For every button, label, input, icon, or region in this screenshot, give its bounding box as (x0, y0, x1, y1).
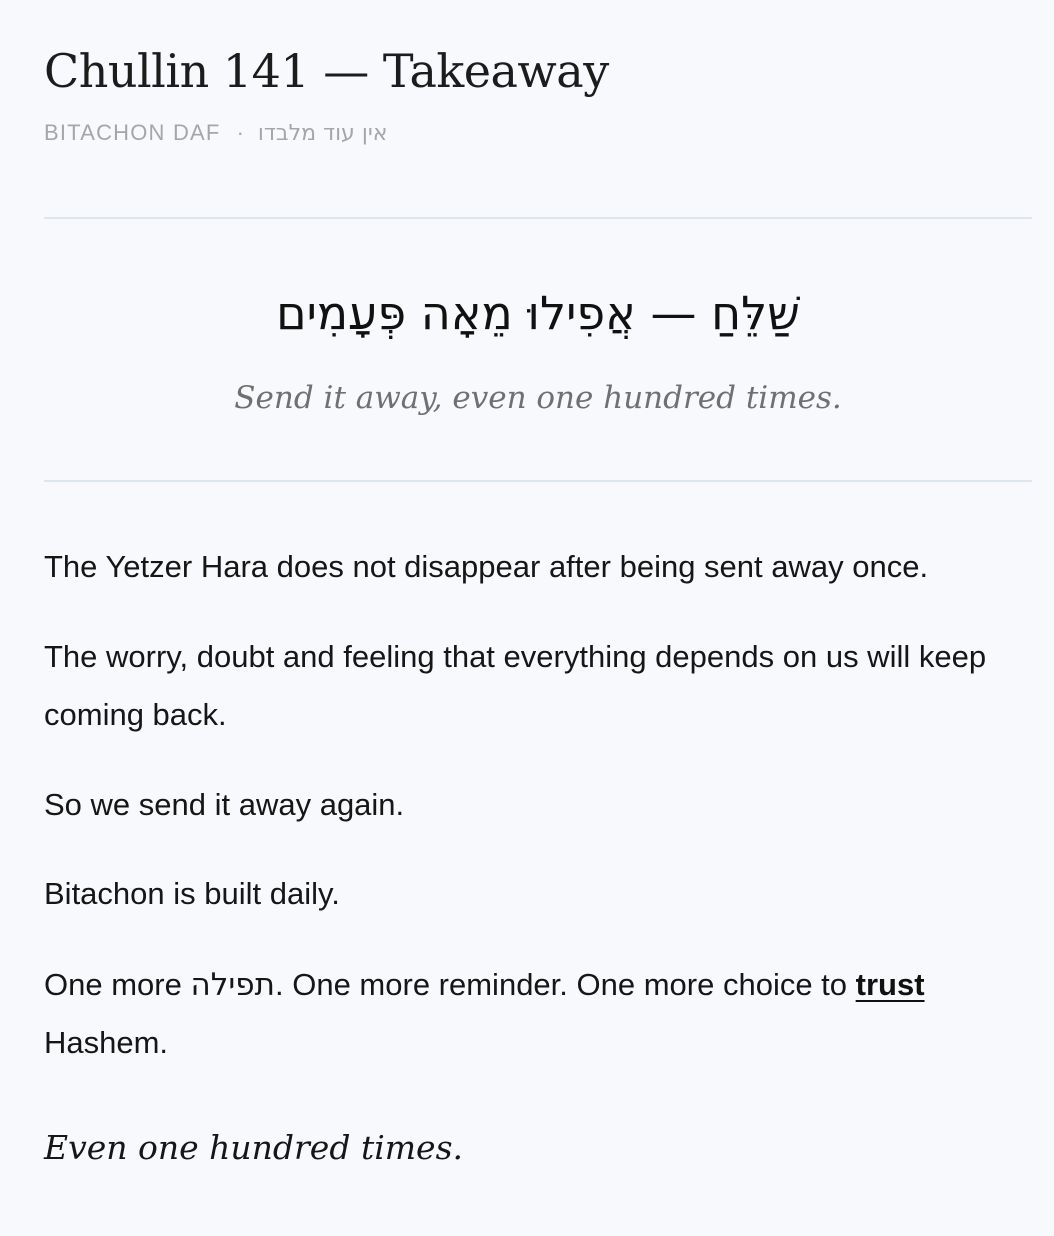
quote-translation: Send it away, even one hundred times. (234, 380, 842, 416)
hebrew-quote: שַׁלֵּחַ — אֲפִילוּ מֵאָה פְּעָמִים (276, 286, 800, 340)
closing-line: Even one hundred times. (44, 1128, 464, 1167)
trust-link[interactable]: trust (855, 967, 925, 1002)
body-paragraph-2: The worry, doubt and feeling that everything depends on us will keep coming back. (44, 639, 987, 732)
page-meta (44, 116, 387, 150)
series-label: BITACHON DAF (44, 120, 221, 145)
paragraph-5-text-end: Hashem. (44, 1025, 169, 1060)
page-title: Chullin 141 — Takeaway (44, 44, 609, 98)
top-divider (44, 217, 1032, 219)
body-paragraph-4: Bitachon is built daily. (44, 876, 340, 911)
bottom-divider (44, 480, 1032, 482)
hebrew-tagline: אין עוד מלבדו (257, 121, 388, 146)
hebrew-word-tefillah: תפילה (190, 967, 275, 1003)
paragraph-5-text-middle: . One more reminder. One more choice to (275, 967, 856, 1002)
body-paragraph-5 (44, 956, 1032, 1072)
meta-separator: · (236, 120, 244, 145)
paragraph-5-text-start: One more (44, 967, 191, 1002)
body-paragraph-1: The Yetzer Hara does not disappear after being sent away once. (44, 549, 929, 584)
body-paragraph-3: So we send it away again. (44, 787, 405, 822)
